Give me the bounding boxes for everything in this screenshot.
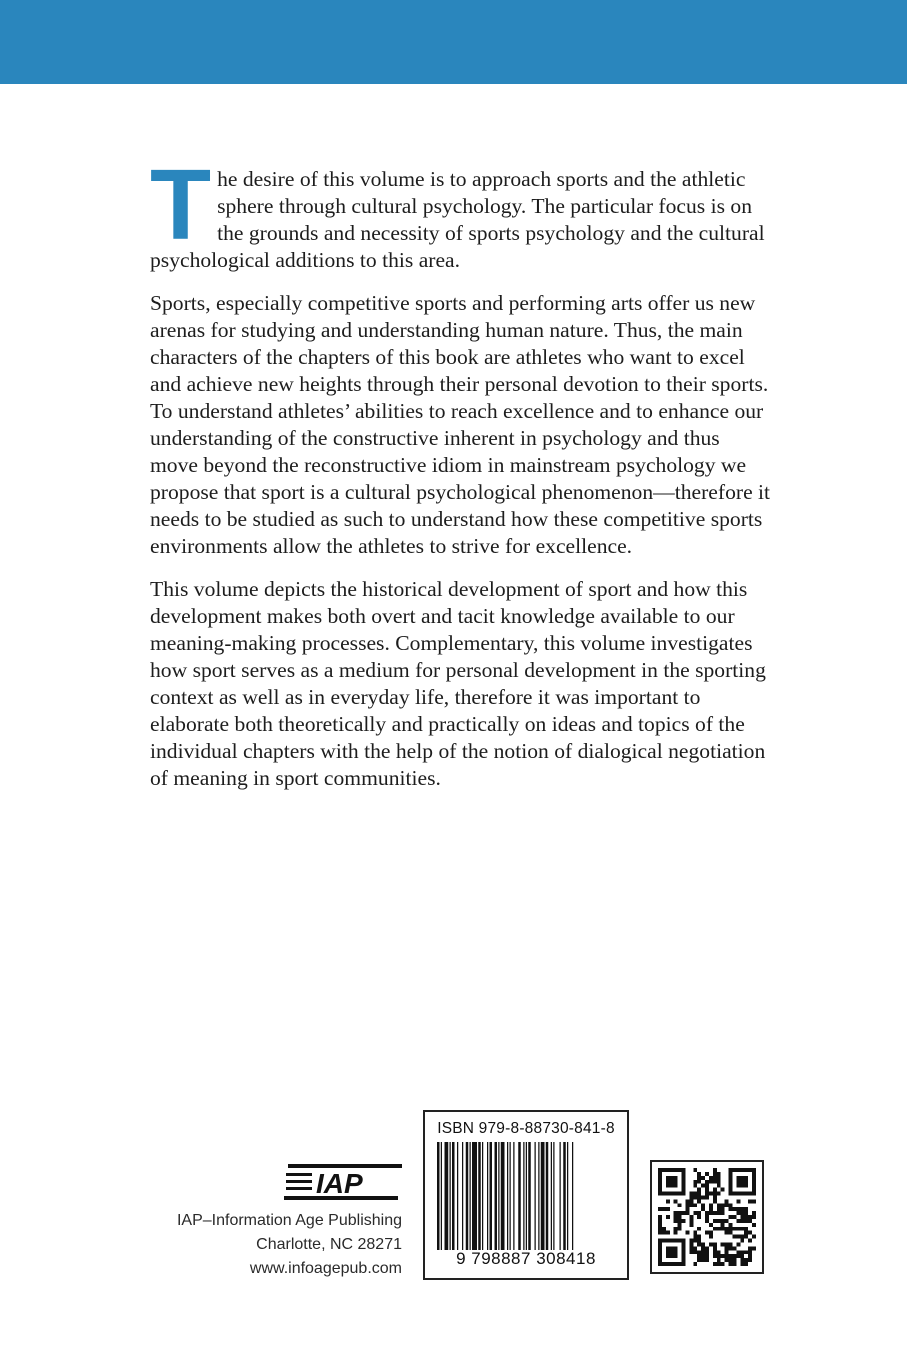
iap-logo <box>284 1162 402 1202</box>
isbn-barcode-box <box>423 1110 629 1280</box>
publisher-website: www.infoagepub.com <box>249 1260 402 1277</box>
blurb-paragraph-1-text: he desire of this volume is to approach sports and the athletic sphere through cultural psychology. The particular focus is on the grounds and necessity of sports psychology and the cultural psychological additions to this area. <box>150 167 765 272</box>
blurb-paragraph-1 <box>150 149 772 274</box>
publisher-city: Charlotte, NC 28271 <box>256 1236 402 1253</box>
publisher-info <box>177 1209 402 1281</box>
iap-logo-text: IAP <box>316 1168 363 1199</box>
isbn-label: ISBN 979-8-88730-841-8 <box>437 1120 615 1137</box>
publisher-name: IAP–Information Age Publishing <box>176 1212 402 1229</box>
barcode-icon <box>437 1142 615 1250</box>
back-cover-blurb <box>150 149 772 808</box>
barcode-digits: 9 798887 308418 <box>456 1249 596 1268</box>
drop-cap: T <box>150 149 212 261</box>
qr-code-icon <box>658 1168 756 1266</box>
qr-code-box <box>650 1160 764 1274</box>
blurb-paragraph-2: Sports, especially competitive sports and performing arts offer us new arenas for studying and understanding human nature. Thus, the main characters of the chapters of this book are athletes who want to excel and achieve new heights through their personal devotion to their sports. To understand athletes’ abilities to reach excellence and to enhance our understanding of the constructive inherent in psychology and thus move beyond the reconstructive idiom in mainstream psychology we propose that sport is a cultural psychological phenomenon—therefore it needs to be studied as such to understand how these competitive sports environments allow the athletes to strive for excellence. <box>150 291 771 558</box>
blurb-paragraph-3: This volume depicts the historical development of sport and how this development makes both overt and tacit knowledge available to our meaning-making processes. Complementary, this volume investigates how sport serves as a medium for personal development in the sporting context as well as in everyday life, therefore it was important to elaborate both theoretically and practically on ideas and topics of the individual chapters with the help of the notion of dialogical negotiation of meaning in sport communities. <box>150 577 766 790</box>
top-color-band <box>0 0 907 84</box>
